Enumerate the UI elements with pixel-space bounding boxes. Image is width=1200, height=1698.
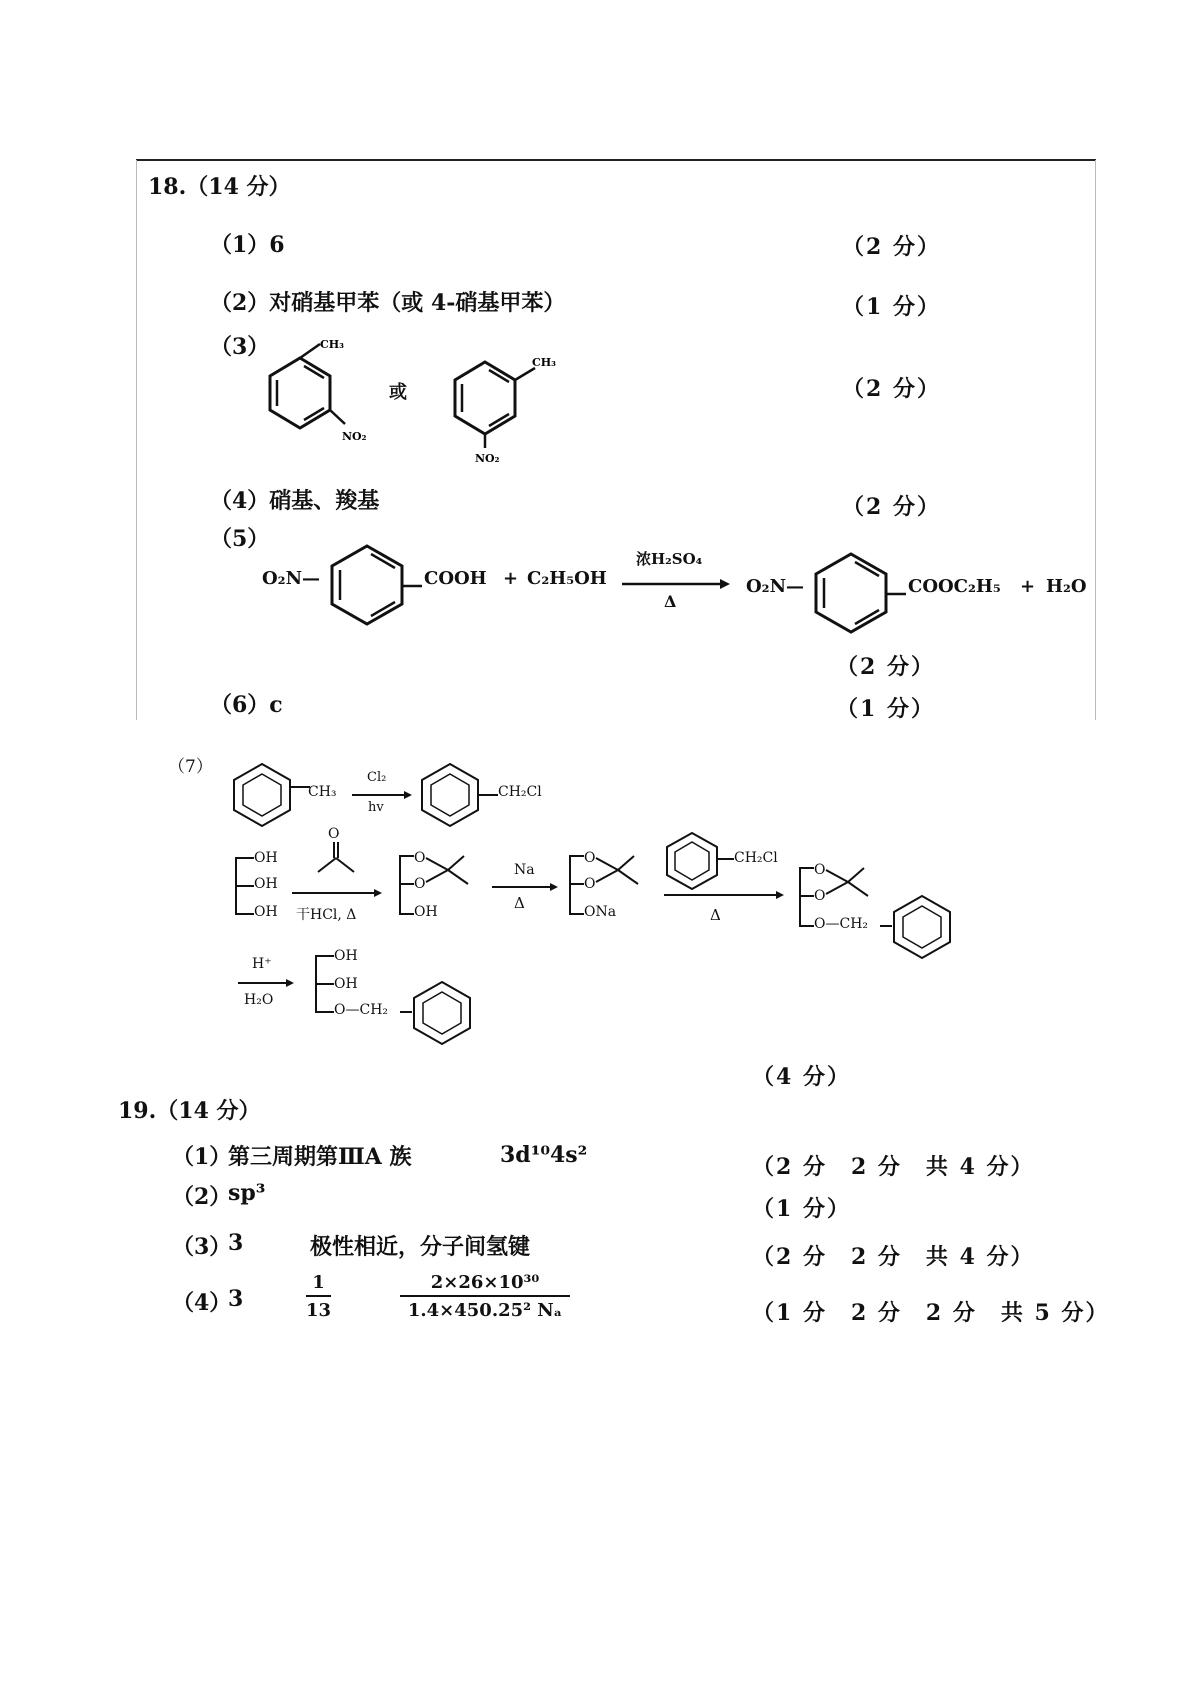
ortho-nitrotoluene-structure — [250, 340, 370, 450]
q19-part3-label: （3） — [172, 1234, 232, 1260]
reaction-arrow — [664, 890, 784, 900]
q18-part4-answer: （4）硝基、羧基 — [210, 488, 380, 514]
plus-sign: + — [503, 568, 519, 589]
ring-oxygen: O — [414, 876, 426, 892]
acetone-oxygen: O — [328, 826, 340, 842]
q18-part6-score: （1 分） — [836, 696, 935, 722]
or-word: 或 — [389, 382, 407, 403]
bond-line — [478, 792, 500, 798]
q19-part3-answer-reason: 极性相近，分子间氢键 — [310, 1234, 531, 1260]
bond-line — [402, 583, 424, 589]
q18-part7-score: （4 分） — [752, 1064, 851, 1090]
ring-oxygen: O — [814, 888, 826, 904]
bond-line — [716, 856, 736, 862]
q19-part2-score: （1 分） — [752, 1196, 851, 1222]
sodium-reagent: Na — [514, 862, 535, 878]
q18-part1-answer: （1）6 — [210, 232, 285, 258]
ring-oxygen: O — [414, 850, 426, 866]
q19-part1-label: （1） — [172, 1144, 232, 1170]
methyl-label: CH₃ — [320, 338, 344, 351]
benzyl-ether-link: O—CH₂ — [814, 916, 869, 932]
left-border — [136, 160, 137, 720]
nitro-label: NO₂ — [342, 430, 367, 443]
q19-fraction-ratio — [306, 1272, 331, 1321]
reaction-arrow — [492, 882, 558, 892]
plus-sign: + — [1020, 576, 1036, 597]
product-benzene-ring — [806, 548, 896, 638]
q18-part4-score: （2 分） — [842, 494, 941, 520]
water-reagent: H₂O — [244, 992, 274, 1008]
reactant-benzene-ring — [322, 540, 412, 630]
benzyl-ring — [400, 978, 480, 1050]
q19-part1-score: （2 分 2 分 共 4 分） — [752, 1154, 1035, 1180]
reaction-arrow — [238, 978, 294, 988]
q18-part2-answer: （2）对硝基甲苯（或 4-硝基甲苯） — [210, 290, 566, 316]
methyl-label: CH₃ — [532, 356, 556, 369]
q18-part2-score: （1 分） — [842, 294, 941, 320]
reactant-carboxyl: COOH — [424, 568, 487, 589]
right-border — [1095, 160, 1096, 720]
q19-part1-answer-config: 3d¹⁰4s² — [500, 1142, 588, 1168]
top-rule — [136, 159, 1096, 161]
ch2cl-group: CH₂Cl — [734, 850, 778, 866]
ch2cl-group: CH₂Cl — [498, 784, 542, 800]
q19-header: 19.（14 分） — [118, 1098, 261, 1124]
q18-part3-label: （3） — [210, 334, 270, 360]
fraction-denominator: 1.4×450.25² Nₐ — [407, 1300, 563, 1321]
product-nitro: O₂N— — [746, 576, 805, 597]
chlorine-reagent: Cl₂ — [367, 770, 387, 785]
acetonide-oh-structure — [392, 848, 492, 928]
q19-part4-label: （4） — [172, 1290, 232, 1316]
q18-part5-label: （5） — [210, 526, 270, 552]
reaction-arrow — [620, 578, 730, 590]
ring-oxygen: O — [584, 850, 596, 866]
benzyl-ring — [880, 892, 960, 964]
methyl-group: CH₃ — [308, 784, 337, 800]
q19-part4-answer-count: 3 — [228, 1286, 244, 1312]
acid-catalyst: H⁺ — [252, 956, 272, 972]
reaction-arrow — [292, 888, 382, 898]
q19-part2-answer: sp³ — [228, 1180, 266, 1206]
q19-part2-label: （2） — [172, 1184, 232, 1210]
ring-oxygen: O — [584, 876, 596, 892]
heat-condition: Δ — [710, 906, 721, 924]
fraction-denominator: 13 — [306, 1300, 332, 1321]
bond-line — [886, 591, 908, 597]
q18-part7-label: （7） — [168, 757, 213, 777]
q18-part1-score: （2 分） — [842, 234, 941, 260]
condition-acid: 浓H₂SO₄ — [636, 550, 703, 568]
product-ester: COOC₂H₅ — [908, 576, 1001, 597]
reactant-nitro: O₂N— — [262, 568, 321, 589]
hydroxyl: OH — [254, 876, 278, 892]
hydroxyl: OH — [334, 948, 358, 964]
q18-header: 18.（14 分） — [148, 174, 291, 200]
fraction-numerator: 1 — [306, 1272, 331, 1297]
q19-part3-score: （2 分 2 分 共 4 分） — [752, 1244, 1035, 1270]
reaction-arrow — [352, 790, 412, 800]
fraction-numerator: 2×26×10³⁰ — [400, 1272, 570, 1297]
hydroxyl: OH — [254, 904, 278, 920]
dry-hcl-condition: 干HCl, Δ — [296, 907, 357, 923]
q19-part1-answer-group: 第三周期第ⅢA 族 — [228, 1144, 412, 1170]
condition-heat: Δ — [664, 592, 677, 611]
ethanol: C₂H₅OH — [527, 568, 607, 589]
hydroxyl: OH — [414, 904, 438, 920]
glycerol-skeleton — [232, 852, 256, 924]
meta-nitrotoluene-structure — [440, 340, 580, 465]
toluene-ring — [230, 760, 300, 830]
q19-part4-score: （1 分 2 分 2 分 共 5 分） — [752, 1300, 1110, 1326]
q19-part3-answer-count: 3 — [228, 1230, 244, 1256]
hydroxyl: OH — [254, 850, 278, 866]
acetone-structure — [312, 840, 362, 880]
sodium-alkoxide: ONa — [584, 904, 617, 920]
ring-oxygen: O — [814, 862, 826, 878]
q19-fraction-density — [400, 1272, 570, 1321]
q18-part6-answer: （6）c — [210, 692, 283, 718]
nitro-label: NO₂ — [475, 452, 500, 465]
hydroxyl: OH — [334, 976, 358, 992]
water: H₂O — [1046, 576, 1087, 597]
product-skeleton — [312, 950, 336, 1022]
q18-part3-score: （2 分） — [842, 376, 941, 402]
light-condition: hv — [368, 800, 384, 815]
heat-condition: Δ — [514, 894, 525, 912]
benzyl-ether-link: O—CH₂ — [334, 1002, 389, 1018]
q18-part5-score: （2 分） — [836, 654, 935, 680]
